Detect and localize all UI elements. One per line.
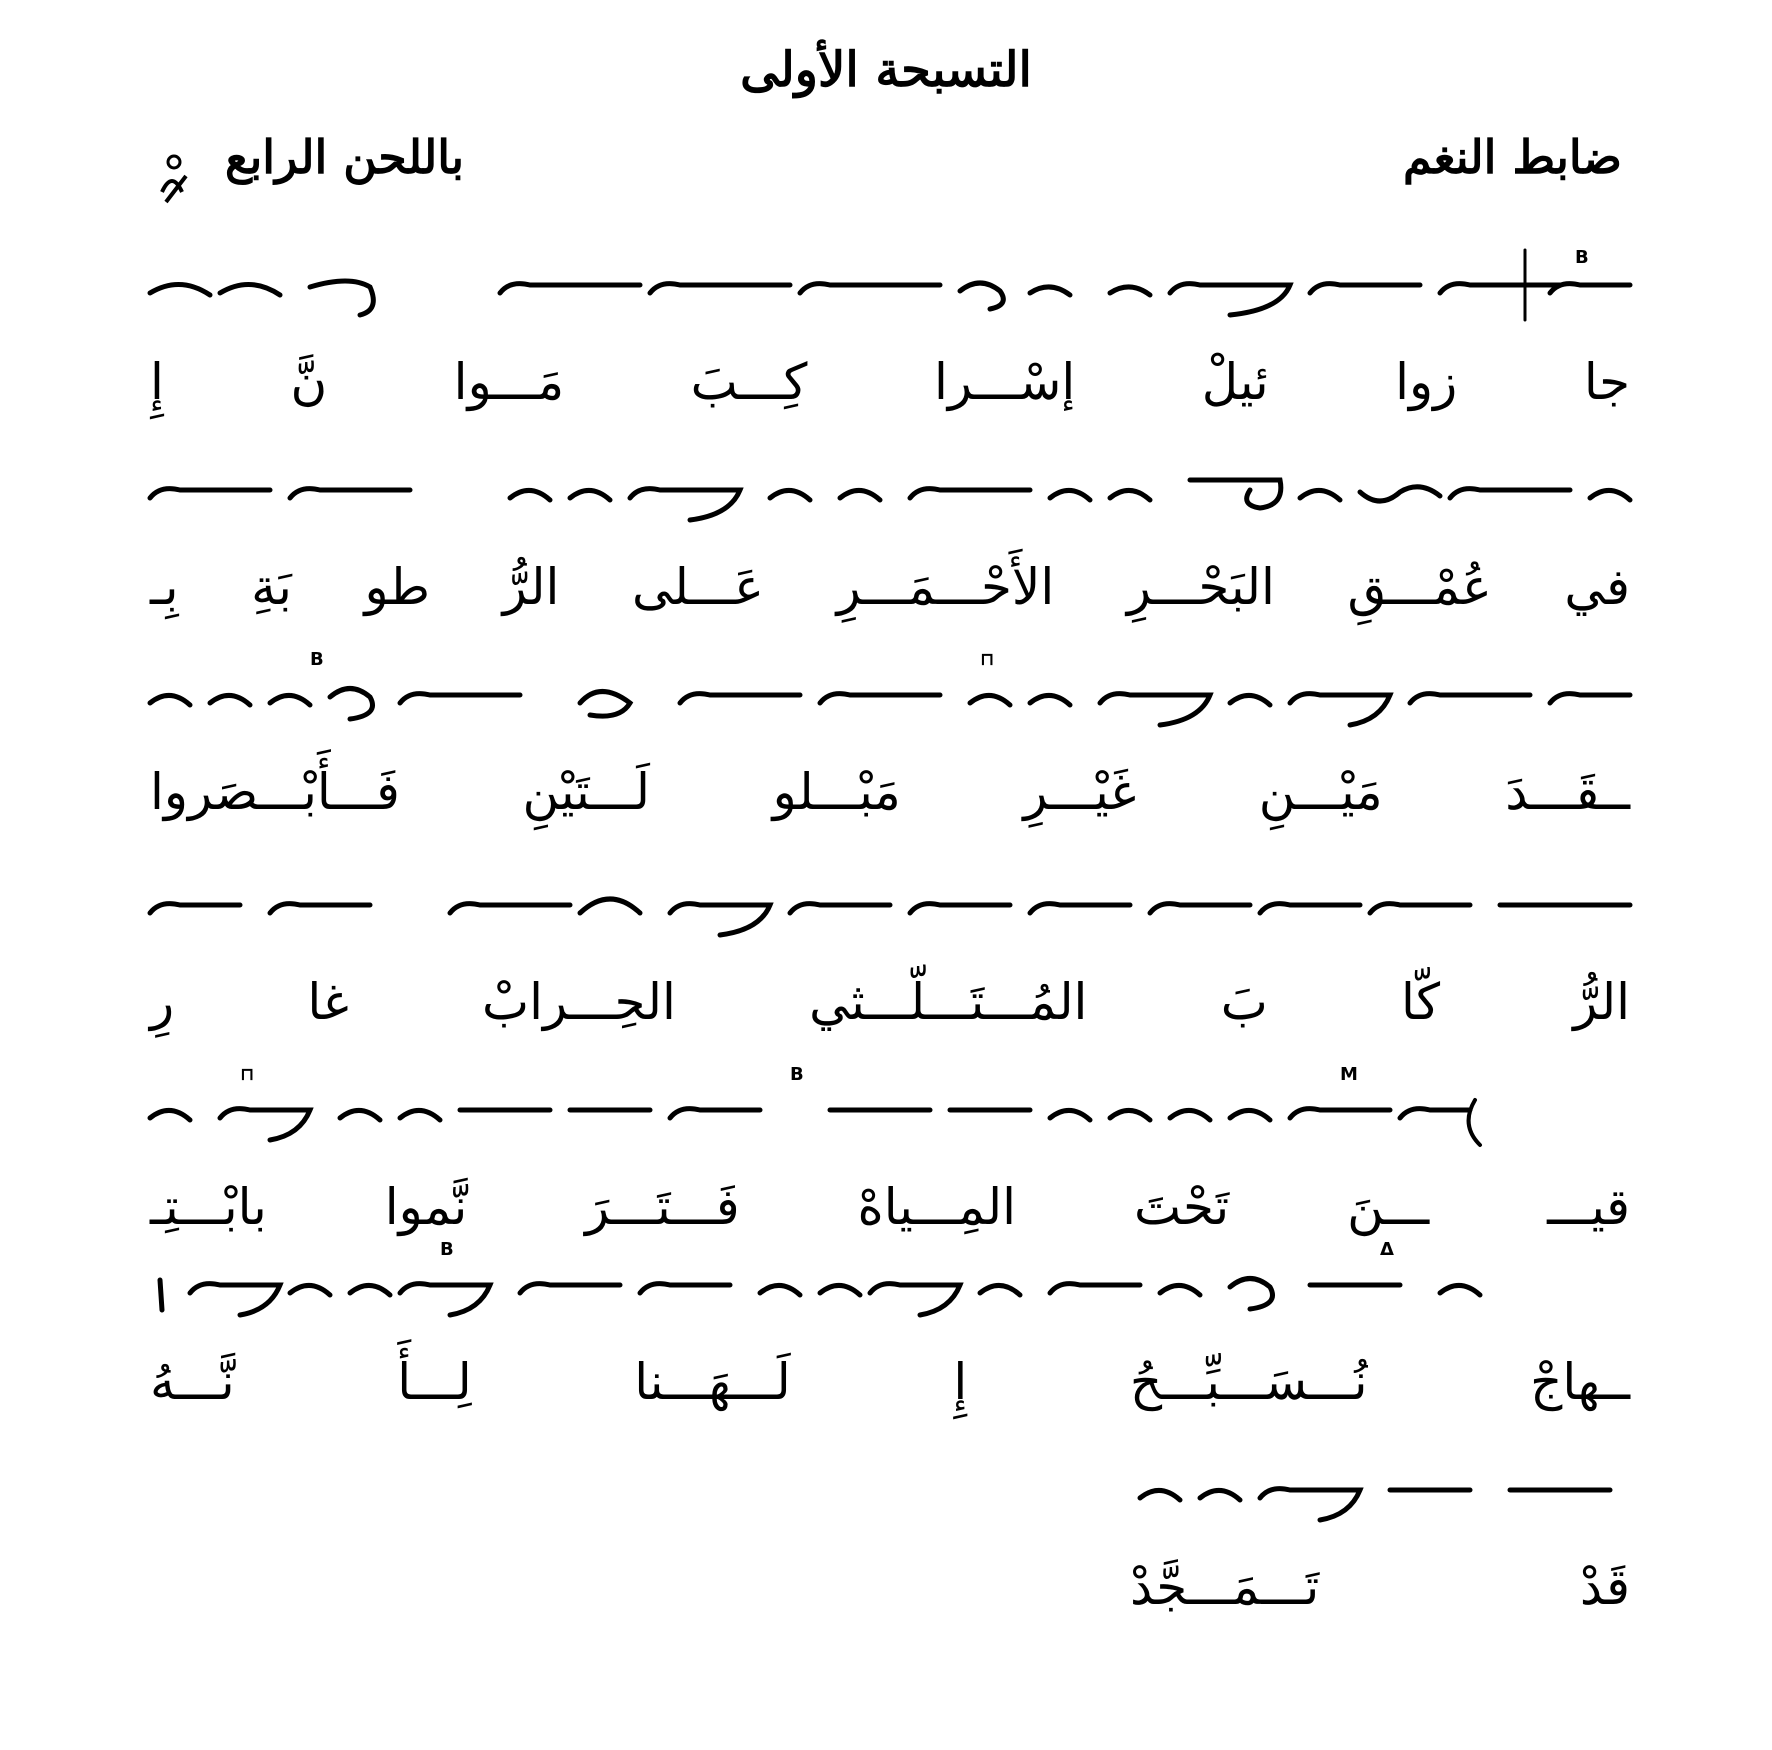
neume-row-1	[150, 235, 1630, 345]
neume-row-3	[150, 645, 1630, 755]
neume-row-4	[150, 855, 1630, 965]
mark-square: ⊓	[240, 1064, 255, 1085]
neume-row-5	[150, 1060, 1630, 1170]
neume-row-6	[150, 1235, 1630, 1345]
syllable: ئيلْ	[1201, 353, 1269, 411]
syllable: مَـــوا	[453, 353, 565, 411]
lyrics-row-1	[150, 347, 1630, 417]
syllable: نَّموا	[384, 1178, 468, 1236]
mark-b: B	[790, 1064, 804, 1085]
syllable: كِـــبَ	[690, 353, 808, 411]
syllable: غَيْـــرِ	[1023, 763, 1137, 821]
syllable: مَبْـــلو	[772, 763, 901, 821]
neume-row-7	[150, 1440, 1630, 1550]
syllable: نَّ	[290, 353, 328, 411]
syllable: البَحْـــرِ	[1126, 558, 1275, 616]
lyrics-row-7	[1130, 1552, 1630, 1622]
syllable: جا	[1583, 353, 1630, 411]
syllable: بابْـــتِـ	[150, 1178, 267, 1236]
syllable: تَـــمَـــجَّدْ	[1130, 1558, 1320, 1616]
syllable: بِـ	[150, 558, 179, 616]
syllable: ــهاجْ	[1530, 1353, 1630, 1411]
syllable: ــقَـــدَ	[1505, 763, 1630, 821]
syllable: قَدْ	[1579, 1558, 1630, 1616]
page-title: التسبحة الأولى	[740, 42, 1032, 98]
syllable: كّا	[1401, 973, 1441, 1031]
syllable: في	[1564, 558, 1630, 616]
mark-delta: Δ	[1380, 1239, 1394, 1260]
lyrics-row-4	[150, 967, 1630, 1037]
mark-m: M	[1340, 1064, 1358, 1085]
syllable: بَ	[1220, 973, 1268, 1031]
syllable: زوا	[1395, 353, 1458, 411]
syllable: قيـــ	[1547, 1178, 1630, 1236]
tone-label: ضابط النغم	[1402, 130, 1622, 184]
syllable: نُـــسَـــبِّـــحُ	[1129, 1353, 1368, 1411]
lyrics-row-3	[150, 757, 1630, 827]
syllable: فَـــتَـــرَ	[585, 1178, 740, 1236]
syllable: لَـــتَيْنِ	[522, 763, 650, 821]
syllable: طو	[364, 558, 431, 616]
mark-square: ⊓	[980, 649, 995, 670]
syllable: نَّـــهُ	[150, 1353, 235, 1411]
syllable: الحِـــرابْ	[482, 973, 676, 1031]
syllable: لِـــأَ	[397, 1353, 472, 1411]
mode-sign-icon	[152, 150, 196, 210]
syllable: عُمْـــقِ	[1347, 558, 1492, 616]
neume-row-2	[150, 440, 1630, 550]
syllable: رِ	[150, 973, 175, 1031]
syllable: فَـــأَبْـــصَروا	[150, 763, 400, 821]
syllable: لَـــهَـــنا	[634, 1353, 791, 1411]
lyrics-row-6	[150, 1347, 1630, 1417]
syllable: الرُّ	[1573, 973, 1630, 1031]
syllable: إِ	[150, 353, 164, 411]
lyrics-row-2	[150, 552, 1630, 622]
syllable: المِـــياهْ	[857, 1178, 1017, 1236]
syllable: عَـــلى	[631, 558, 764, 616]
mark-b: B	[440, 1239, 454, 1260]
syllable: ـــنَ	[1347, 1178, 1430, 1236]
syllable: إسْـــرا	[934, 353, 1076, 411]
syllable: غا	[307, 973, 349, 1031]
syllable: بَةِ	[251, 558, 292, 616]
syllable: مَيْـــنِ	[1258, 763, 1383, 821]
lyrics-row-5	[150, 1172, 1630, 1242]
syllable: إِ	[953, 1353, 968, 1411]
syllable: الرُّ	[502, 558, 560, 616]
mark-b: B	[1575, 247, 1589, 268]
mode-label: باللحن الرابع	[225, 130, 465, 184]
mark-b: B	[310, 649, 324, 670]
syllable: تَحْتَ	[1133, 1178, 1230, 1236]
syllable: الأَحْـــمَـــرِ	[836, 558, 1055, 616]
syllable: المُـــتَـــلّـــثي	[809, 973, 1088, 1031]
